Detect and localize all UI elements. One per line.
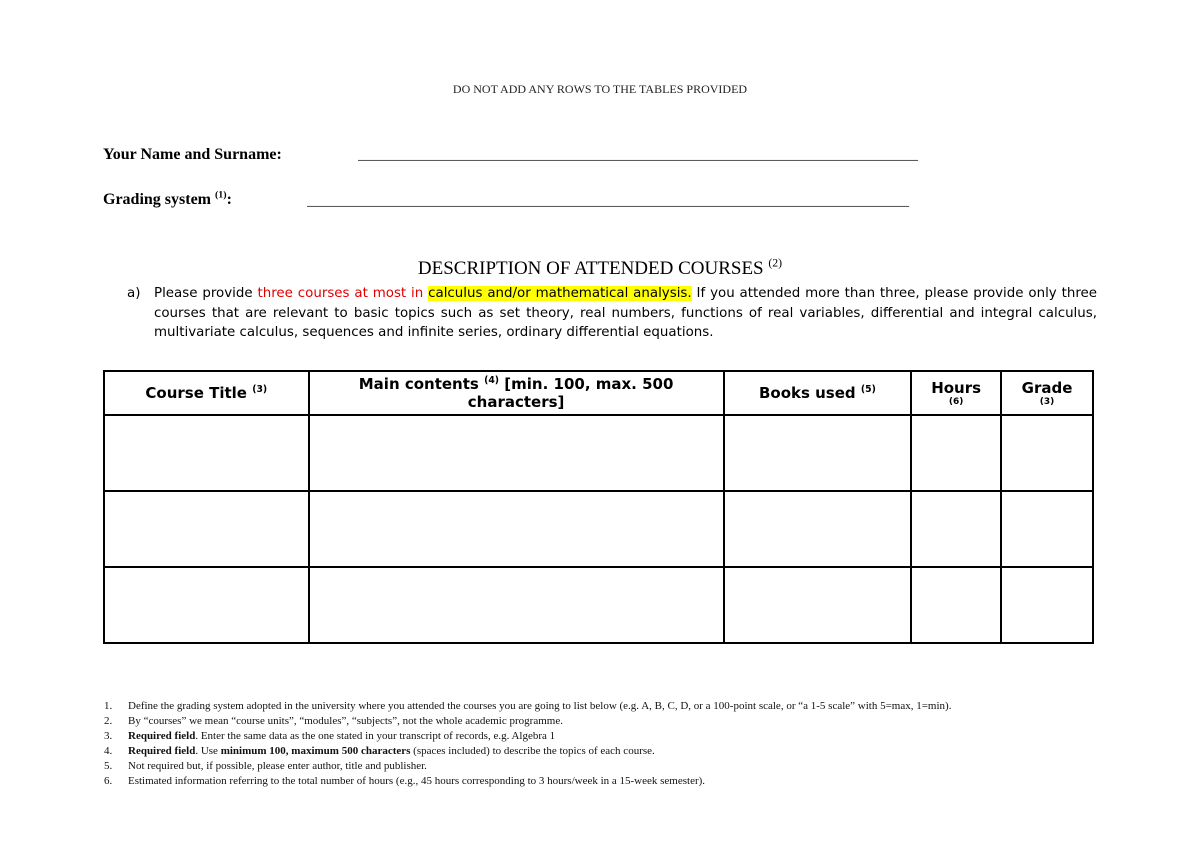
course-title-cell[interactable] — [104, 491, 309, 567]
table-row — [104, 567, 1093, 643]
name-label: Your Name and Surname: — [103, 146, 282, 163]
course-title-cell[interactable] — [104, 415, 309, 491]
main-contents-cell[interactable] — [309, 567, 724, 643]
instructions-marker: a) — [127, 286, 141, 301]
footnote-item: 6. Estimated information referring to the total number of hours (e.g., 45 hours corresponding to 3 hours/week in a 15-week semester). — [104, 775, 706, 787]
grading-label — [103, 191, 232, 209]
instructions-part1: Please provide — [154, 286, 258, 301]
courses-table — [103, 370, 1094, 644]
instructions-highlight: calculus and/or mathematical analysis. — [428, 286, 692, 301]
grade-cell[interactable] — [1001, 415, 1093, 491]
grading-label-text: Grading system — [103, 191, 211, 208]
grade-cell[interactable] — [1001, 491, 1093, 567]
grading-footnote-ref: (1) — [215, 189, 227, 201]
books-used-cell[interactable] — [724, 567, 912, 643]
course-title-cell[interactable] — [104, 567, 309, 643]
table-header-row — [104, 371, 1093, 415]
table-row — [104, 491, 1093, 567]
grading-colon: : — [226, 191, 232, 208]
instructions-paragraph — [127, 284, 1097, 343]
footnotes-list — [104, 699, 1104, 789]
books-used-cell[interactable] — [724, 491, 912, 567]
section-heading-text: DESCRIPTION OF ATTENDED COURSES — [417, 258, 764, 279]
instructions-text — [154, 284, 1097, 343]
section-heading-footnote-ref: (2) — [768, 256, 783, 270]
table-row — [104, 415, 1093, 491]
name-input-line[interactable]: ________________________________________________________________________________ — [358, 148, 918, 163]
main-contents-cell[interactable] — [309, 415, 724, 491]
header-main-contents: Main contents $^{(4)}$ [min. 100, max. 500 characters] — [309, 371, 724, 415]
instructions-red-emphasis: three courses at most in — [257, 286, 429, 301]
notice-text: DO NOT ADD ANY ROWS TO THE TABLES PROVIDED — [452, 82, 748, 96]
header-books-used: Books used $^{(5)}$ — [724, 371, 912, 415]
footnote-item: 2. By “courses” we mean “course units”, “modules”, “subjects”, not the whole academic programme. — [104, 715, 563, 727]
books-used-cell[interactable] — [724, 415, 912, 491]
grading-input-line[interactable]: ______________________________________________________________________________________ — [307, 194, 909, 209]
instructions-part2: If you attended more than three, please provide only three courses that are relevant to basic topics such as set theory, real numbers, functions of real variables, differential and integral calculus, multivariate calculus, sequences and infinite series, ordinary differential equations. — [154, 286, 1098, 340]
grade-cell[interactable] — [1001, 567, 1093, 643]
header-grade: Grade (3) — [1001, 371, 1093, 415]
main-contents-cell[interactable] — [309, 491, 724, 567]
footnote-item: 5. Not required but, if possible, please enter author, title and publisher. — [104, 760, 427, 772]
footnote-item: 1. Define the grading system adopted in the university where you attended the courses you are going to list below (e.g. A, B, C, D, or a 100-point scale, or “a 1-5 scale” with 5=max, 1=min). — [104, 700, 952, 712]
hours-cell[interactable] — [911, 491, 1001, 567]
hours-cell[interactable] — [911, 415, 1001, 491]
footnote-item: 4. Required field. Use minimum 100, maximum 500 characters (spaces included) to describe the topics of each course. — [104, 745, 655, 757]
section-heading — [0, 258, 1200, 280]
hours-cell[interactable] — [911, 567, 1001, 643]
header-course-title: Course Title $^{(3)}$ — [104, 371, 309, 415]
header-hours: Hours (6) — [911, 371, 1001, 415]
footnote-item: 3. Required field. Enter the same data as the one stated in your transcript of records, e.g. Algebra 1 — [104, 730, 556, 742]
